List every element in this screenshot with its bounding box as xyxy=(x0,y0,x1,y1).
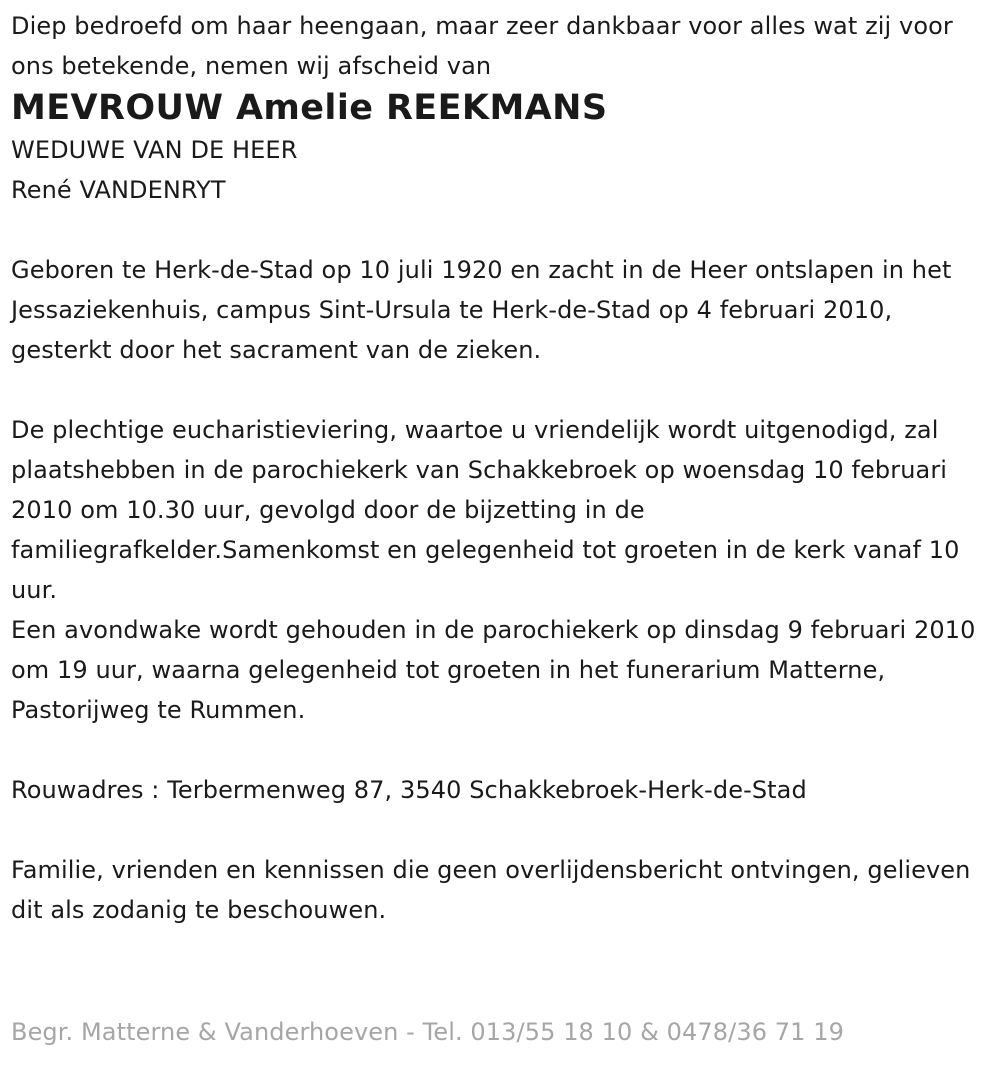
closing-text: Familie, vrienden en kennissen die geen overlijdensbericht ontvingen, gelieven dit als zodanig te beschouwen. xyxy=(11,856,971,924)
funeral-director-footer: Begr. Matterne & Vanderhoeven - Tel. 013/55 18 10 & 0478/36 71 19 xyxy=(11,1018,845,1046)
spouse-name: René VANDENRYT xyxy=(11,176,226,204)
spacer xyxy=(11,730,991,770)
death-notice xyxy=(11,6,991,930)
vigil-text: Een avondwake wordt gehouden in de parochiekerk op dinsdag 9 februari 2010 om 19 uur, waarna gelegenheid tot groeten in het funerarium Matterne, Pastorijweg te Rummen. xyxy=(11,616,976,724)
deceased-name: MEVROUW Amelie REEKMANS xyxy=(11,88,608,128)
spacer xyxy=(11,810,991,850)
spacer xyxy=(11,210,991,250)
birth-death-text: Geboren te Herk-de-Stad op 10 juli 1920 en zacht in de Heer ontslapen in het Jessaziekenhuis, campus Sint-Ursula te Herk-de-Stad op 4 februari 2010, gesterkt door het sacrament van de zieken. xyxy=(11,256,952,364)
funeral-text: De plechtige eucharistieviering, waartoe u vriendelijk wordt uitgenodigd, zal plaatshebben in de parochiekerk van Schakkebroek op woensdag 10 februari 2010 om 10.30 uur, gevolgd door de bijzetting in de familiegrafkelder.Samenkomst en gelegenheid tot groeten in de kerk vanaf 10 uur. xyxy=(11,416,960,604)
widow-of-label: WEDUWE VAN DE HEER xyxy=(11,136,298,164)
spacer xyxy=(11,370,991,410)
mourning-address: Rouwadres : Terbermenweg 87, 3540 Schakkebroek-Herk-de-Stad xyxy=(11,776,807,804)
intro-text: Diep bedroefd om haar heengaan, maar zeer dankbaar voor alles wat zij voor ons betekende, nemen wij afscheid van xyxy=(11,12,953,80)
